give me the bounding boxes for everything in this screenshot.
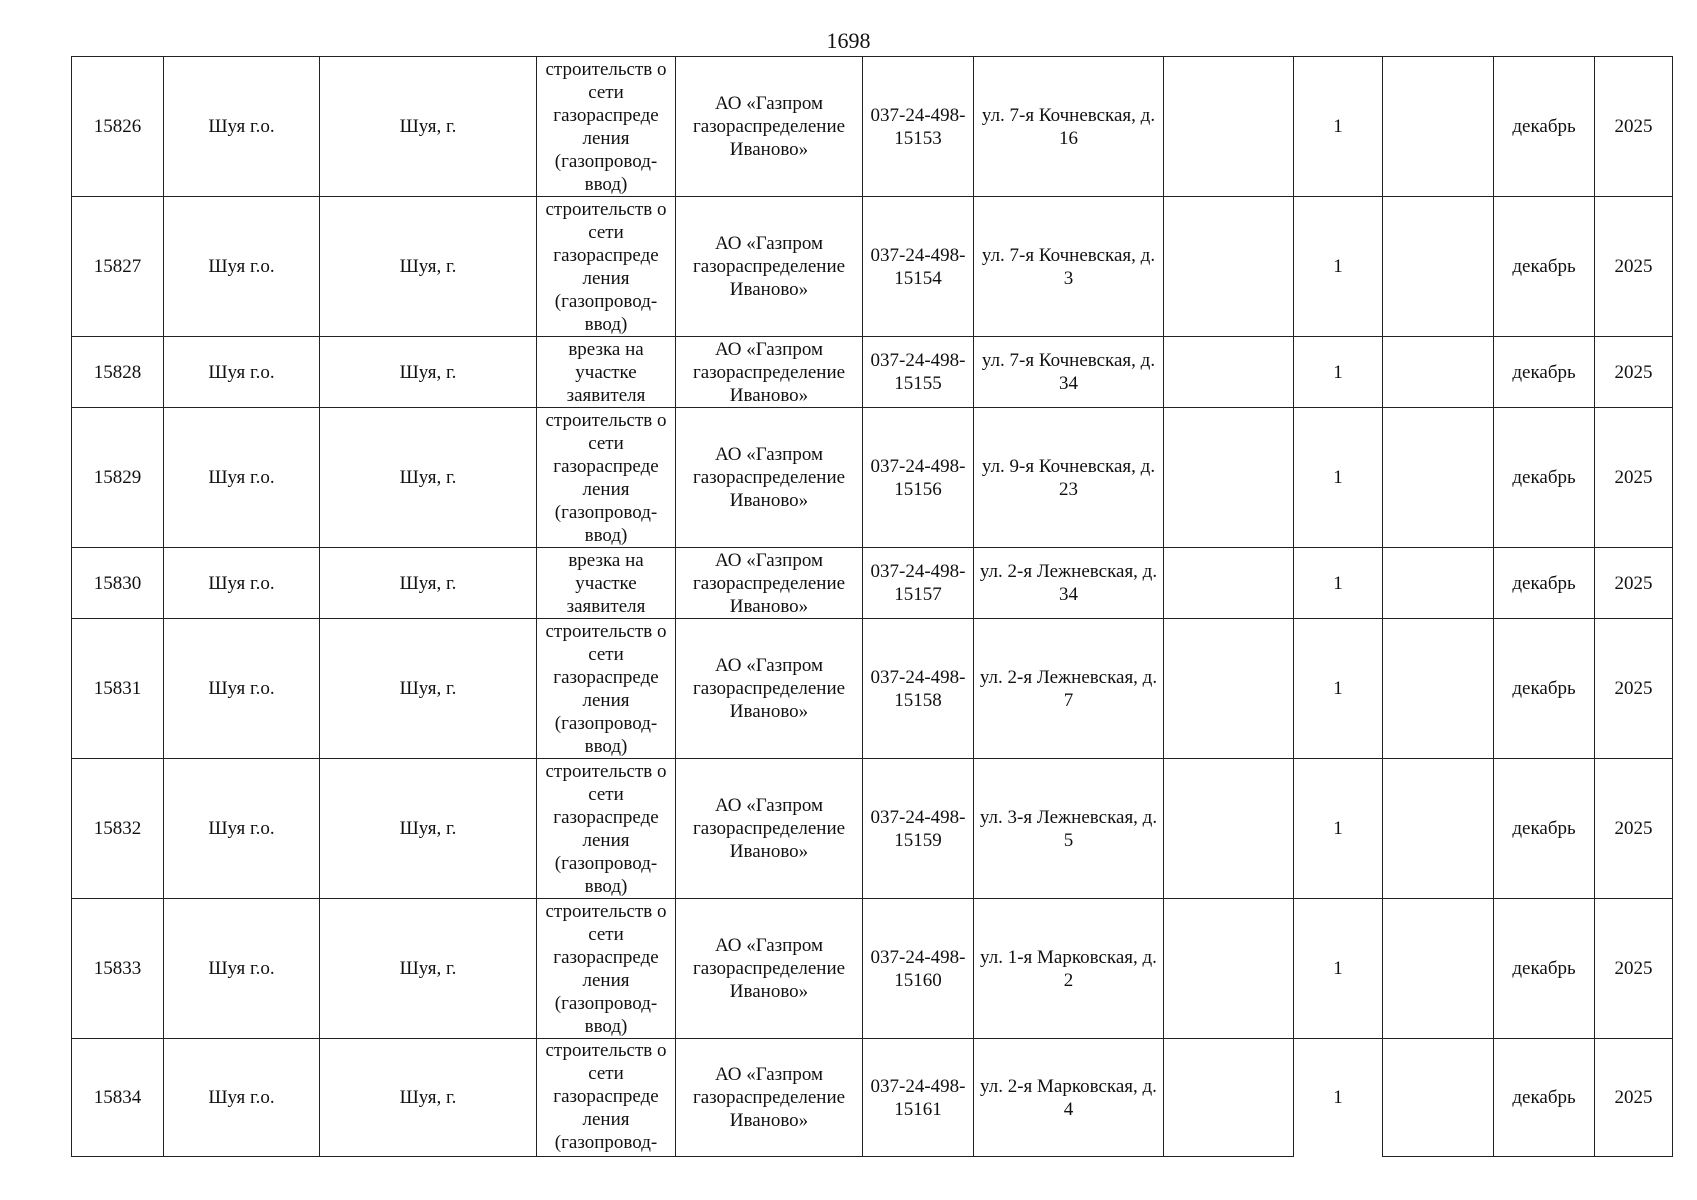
work-type-cell: строительств о сети газораспреде ления (газопровод-ввод): [537, 899, 676, 1039]
work-type-cell: строительств о сети газораспреде ления (газопровод-ввод): [537, 619, 676, 759]
empty-cell: [1164, 759, 1294, 899]
month-cell: декабрь: [1494, 337, 1595, 408]
empty-cell: [1383, 337, 1494, 408]
table-row: [72, 899, 1673, 1039]
district-cell: Шуя г.о.: [164, 197, 320, 337]
empty-cell: [1164, 197, 1294, 337]
month-cell: декабрь: [1494, 759, 1595, 899]
district-cell: Шуя г.о.: [164, 548, 320, 619]
organization-cell: АО «Газпром газораспределение Иваново»: [676, 759, 863, 899]
work-type-cell: строительств о сети газораспреде ления (газопровод-ввод): [537, 57, 676, 197]
row-number: 15829: [72, 408, 164, 548]
locality-cell: Шуя, г.: [320, 619, 537, 759]
year-cell: 2025: [1595, 1039, 1673, 1157]
locality-cell: Шуя, г.: [320, 1039, 537, 1157]
organization-cell: АО «Газпром газораспределение Иваново»: [676, 197, 863, 337]
district-cell: Шуя г.о.: [164, 1039, 320, 1157]
organization-cell: АО «Газпром газораспределение Иваново»: [676, 548, 863, 619]
month-cell: декабрь: [1494, 197, 1595, 337]
empty-cell: [1164, 619, 1294, 759]
month-cell: декабрь: [1494, 619, 1595, 759]
table-row: [72, 548, 1673, 619]
table-row: [72, 57, 1673, 197]
address-cell: ул. 2-я Лежневская, д. 34: [974, 548, 1164, 619]
empty-cell: [1164, 57, 1294, 197]
row-number: 15832: [72, 759, 164, 899]
quantity-cell: 1: [1294, 57, 1383, 197]
quantity-cell: 1: [1294, 899, 1383, 1039]
row-number: 15830: [72, 548, 164, 619]
year-cell: 2025: [1595, 759, 1673, 899]
application-code-cell: 037-24-498-15155: [863, 337, 974, 408]
table-row: [72, 619, 1673, 759]
address-cell: ул. 1-я Марковская, д. 2: [974, 899, 1164, 1039]
application-code-cell: 037-24-498-15160: [863, 899, 974, 1039]
year-cell: 2025: [1595, 337, 1673, 408]
district-cell: Шуя г.о.: [164, 57, 320, 197]
work-type-cell: врезка на участке заявителя: [537, 337, 676, 408]
work-type-cell: строительств о сети газораспреде ления (газопровод-ввод): [537, 408, 676, 548]
month-cell: декабрь: [1494, 899, 1595, 1039]
application-code-cell: 037-24-498-15157: [863, 548, 974, 619]
empty-cell: [1383, 759, 1494, 899]
row-number: 15826: [72, 57, 164, 197]
empty-cell: [1383, 619, 1494, 759]
month-cell: декабрь: [1494, 548, 1595, 619]
year-cell: 2025: [1595, 548, 1673, 619]
district-cell: Шуя г.о.: [164, 899, 320, 1039]
district-cell: Шуя г.о.: [164, 759, 320, 899]
table-row: [72, 197, 1673, 337]
empty-cell: [1164, 408, 1294, 548]
row-number: 15831: [72, 619, 164, 759]
table-row: [72, 337, 1673, 408]
address-cell: ул. 7-я Кочневская, д. 34: [974, 337, 1164, 408]
organization-cell: АО «Газпром газораспределение Иваново»: [676, 57, 863, 197]
empty-cell: [1164, 1039, 1294, 1157]
district-cell: Шуя г.о.: [164, 619, 320, 759]
application-code-cell: 037-24-498-15154: [863, 197, 974, 337]
year-cell: 2025: [1595, 197, 1673, 337]
row-number: 15833: [72, 899, 164, 1039]
row-number: 15828: [72, 337, 164, 408]
year-cell: 2025: [1595, 619, 1673, 759]
quantity-cell: 1: [1294, 759, 1383, 899]
year-cell: 2025: [1595, 408, 1673, 548]
locality-cell: Шуя, г.: [320, 899, 537, 1039]
locality-cell: Шуя, г.: [320, 197, 537, 337]
locality-cell: Шуя, г.: [320, 57, 537, 197]
application-code-cell: 037-24-498-15159: [863, 759, 974, 899]
address-cell: ул. 3-я Лежневская, д. 5: [974, 759, 1164, 899]
quantity-cell: 1: [1294, 197, 1383, 337]
application-code-cell: 037-24-498-15153: [863, 57, 974, 197]
empty-cell: [1164, 899, 1294, 1039]
year-cell: 2025: [1595, 57, 1673, 197]
application-code-cell: 037-24-498-15158: [863, 619, 974, 759]
organization-cell: АО «Газпром газораспределение Иваново»: [676, 408, 863, 548]
quantity-cell: 1: [1294, 408, 1383, 548]
empty-cell: [1383, 548, 1494, 619]
table-row: [72, 408, 1673, 548]
work-type-cell: строительств о сети газораспреде ления (газопровод-: [537, 1039, 676, 1157]
work-type-cell: строительств о сети газораспреде ления (газопровод-ввод): [537, 759, 676, 899]
address-cell: ул. 7-я Кочневская, д. 16: [974, 57, 1164, 197]
organization-cell: АО «Газпром газораспределение Иваново»: [676, 619, 863, 759]
district-cell: Шуя г.о.: [164, 408, 320, 548]
quantity-cell: 1: [1294, 1039, 1383, 1157]
address-cell: ул. 2-я Марковская, д. 4: [974, 1039, 1164, 1157]
page-number: 1698: [826, 28, 871, 53]
locality-cell: Шуя, г.: [320, 548, 537, 619]
locality-cell: Шуя, г.: [320, 759, 537, 899]
empty-cell: [1383, 1039, 1494, 1157]
empty-cell: [1383, 899, 1494, 1039]
address-cell: ул. 7-я Кочневская, д. 3: [974, 197, 1164, 337]
row-number: 15834: [72, 1039, 164, 1157]
empty-cell: [1164, 548, 1294, 619]
empty-cell: [1383, 57, 1494, 197]
register-table: [71, 56, 1673, 1157]
work-type-cell: строительств о сети газораспреде ления (газопровод-ввод): [537, 197, 676, 337]
quantity-cell: 1: [1294, 548, 1383, 619]
empty-cell: [1164, 337, 1294, 408]
empty-cell: [1383, 408, 1494, 548]
quantity-cell: 1: [1294, 337, 1383, 408]
address-cell: ул. 9-я Кочневская, д. 23: [974, 408, 1164, 548]
row-number: 15827: [72, 197, 164, 337]
organization-cell: АО «Газпром газораспределение Иваново»: [676, 899, 863, 1039]
table-row: [72, 759, 1673, 899]
empty-cell: [1383, 197, 1494, 337]
organization-cell: АО «Газпром газораспределение Иваново»: [676, 337, 863, 408]
quantity-cell: 1: [1294, 619, 1383, 759]
organization-cell: АО «Газпром газораспределение Иваново»: [676, 1039, 863, 1157]
month-cell: декабрь: [1494, 57, 1595, 197]
locality-cell: Шуя, г.: [320, 408, 537, 548]
district-cell: Шуя г.о.: [164, 337, 320, 408]
month-cell: декабрь: [1494, 1039, 1595, 1157]
application-code-cell: 037-24-498-15161: [863, 1039, 974, 1157]
application-code-cell: 037-24-498-15156: [863, 408, 974, 548]
address-cell: ул. 2-я Лежневская, д. 7: [974, 619, 1164, 759]
month-cell: декабрь: [1494, 408, 1595, 548]
work-type-cell: врезка на участке заявителя: [537, 548, 676, 619]
locality-cell: Шуя, г.: [320, 337, 537, 408]
table-row: [72, 1039, 1673, 1157]
year-cell: 2025: [1595, 899, 1673, 1039]
